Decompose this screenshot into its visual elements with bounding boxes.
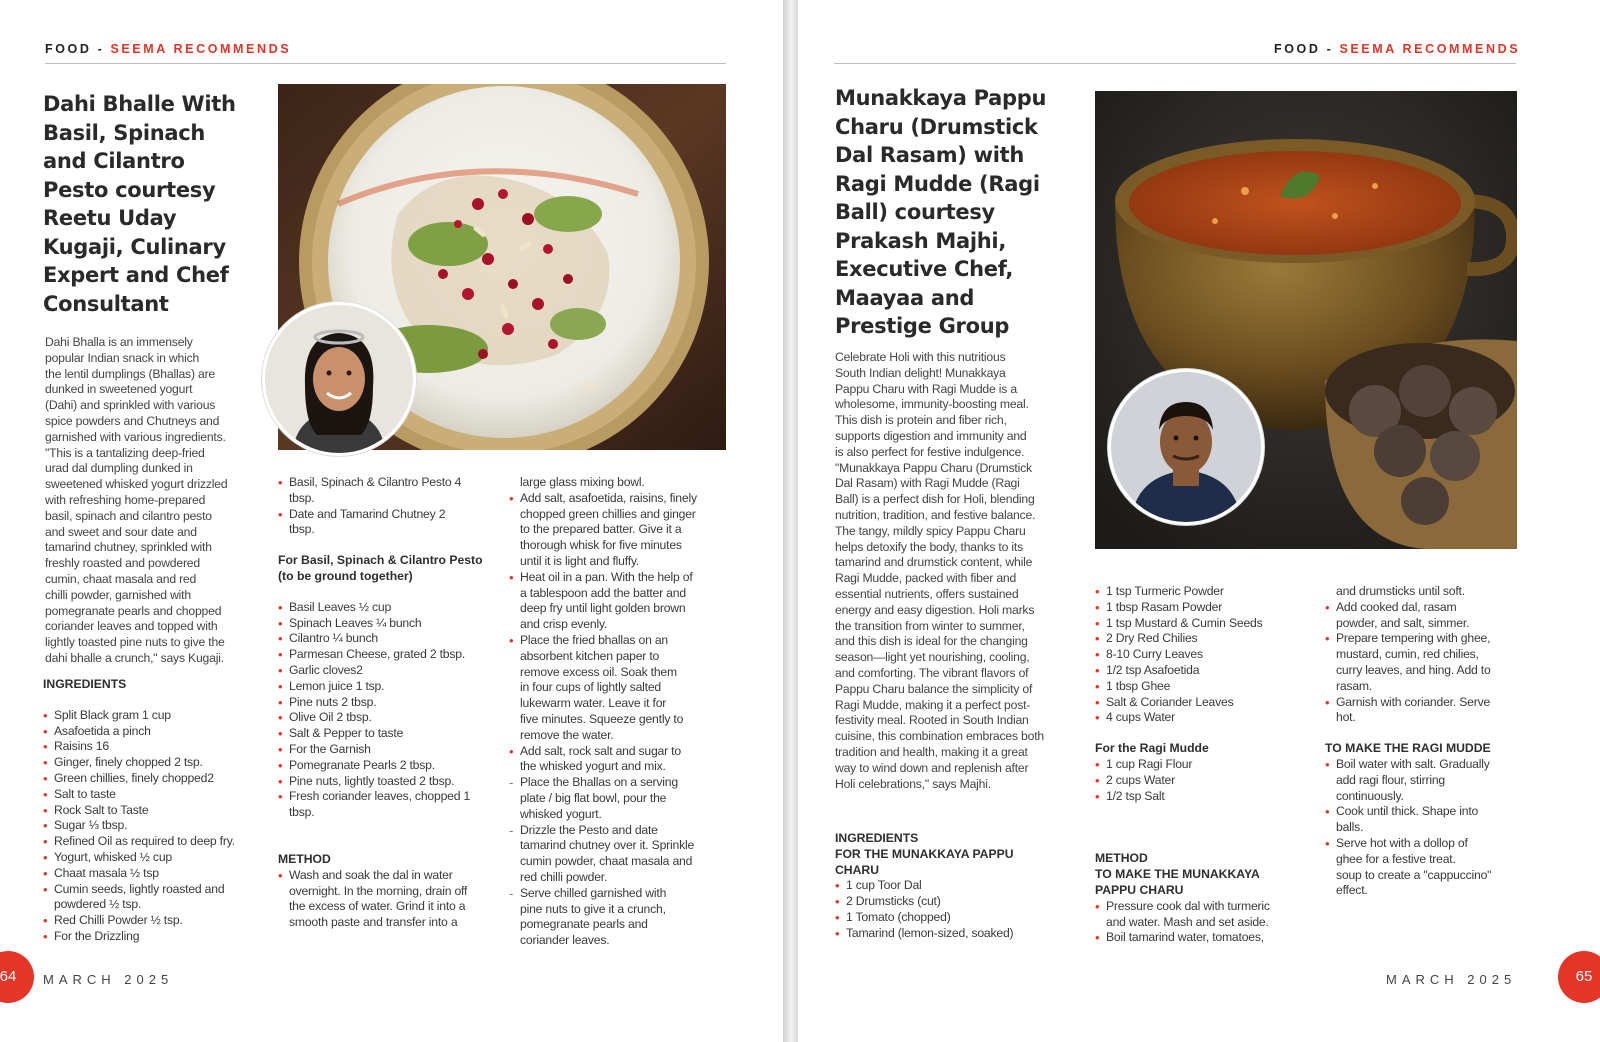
ingredient-item-line: • Basil, Spinach & Cilantro Pesto 4	[289, 475, 462, 489]
ingredient-item-line: • Salt & Coriander Leaves	[1106, 694, 1234, 709]
ingredient-item-line: tbsp.	[289, 490, 315, 505]
ingredient-item	[43, 771, 271, 787]
method-step-line: • Serve hot with a dollop of	[1336, 835, 1468, 850]
method-step-line: cumin powder, chaat masala and	[520, 854, 693, 869]
intro-line: (Dahi) and sprinkled with various	[45, 398, 216, 413]
header-rule	[45, 63, 726, 64]
method-step-line: deep fry until light golden brown	[520, 601, 686, 616]
ingredient-item	[43, 787, 271, 803]
method-step	[509, 775, 729, 822]
ingredient-item-line: • 1 tsp Mustard & Cumin Seeds	[1106, 615, 1263, 630]
ingredient-item-line: • 2 Dry Red Chilies	[1106, 631, 1198, 646]
intro-line: Pappu Charu balance the simplicity of	[835, 681, 1033, 696]
ingredient-item	[1095, 584, 1320, 600]
method-step-line: • Add salt, asafoetida, raisins, finely	[520, 490, 697, 505]
drizzling-list	[278, 475, 503, 538]
intro-line: and comforting. The vibrant flavors of	[835, 665, 1029, 680]
ingredient-item-line: • Spinach Leaves ¼ bunch	[289, 615, 422, 630]
ingredients-column	[43, 677, 271, 945]
ragi-method-list	[1325, 757, 1520, 899]
heading-line: For Basil, Spinach & Cilantro Pesto	[278, 553, 483, 568]
method-step	[1325, 695, 1520, 727]
prakash-majhi-portrait	[1108, 369, 1264, 525]
ingredient-item	[1095, 647, 1320, 663]
method-step	[1095, 930, 1320, 946]
method-step	[509, 823, 729, 886]
intro-line: basil, spinach and cilantro pesto	[45, 508, 212, 523]
ingredient-item-line: • Pine nuts, lightly toasted 2 tbsp.	[289, 773, 455, 788]
method-step-line: thorough whisk for five minutes	[520, 538, 682, 553]
method-step-line: the excess of water. Grind it into a	[289, 899, 466, 914]
method-step-line: continuously.	[1336, 788, 1404, 803]
ingredient-item	[278, 726, 503, 742]
method-step-line: chopped green chillies and ginger	[520, 506, 696, 521]
right-page	[798, 0, 1600, 1042]
intro-line: sweetened whisked yogurt drizzled	[45, 477, 228, 492]
heading-line: TO MAKE THE MUNAKKAYA	[1095, 867, 1260, 882]
ingredient-item	[278, 647, 503, 663]
recipe-intro	[835, 350, 1075, 792]
ingredient-item-line: • Fresh coriander leaves, chopped 1	[289, 789, 471, 804]
method-step-line: • Boil water with salt. Gradually	[1336, 756, 1490, 771]
method-step-line: - Serve chilled garnished with	[520, 885, 667, 900]
ingredient-item-line: • 8-10 Curry Leaves	[1106, 647, 1203, 662]
method-step-line: lukewarm water. Leave it for	[520, 696, 667, 711]
intro-line: Ragi Mudde, packed with fiber and	[835, 571, 1017, 586]
intro-line: essential nutrients, offers sustained	[835, 586, 1019, 601]
ingredient-item-line: • Olive Oil 2 tbsp.	[289, 710, 372, 725]
ingredient-item-line: • Ginger, finely chopped 2 tsp.	[54, 755, 203, 770]
intro-line: and sweet and sour date and	[45, 524, 197, 539]
ingredient-item	[1095, 616, 1320, 632]
method-step-line: add ragi flour, stirring	[1336, 772, 1446, 787]
method-step-line: a tablespoon add the batter and	[520, 585, 686, 600]
ingredient-item-line: • Salt & Pepper to taste	[289, 726, 404, 741]
ingredient-item	[43, 739, 271, 755]
intro-line: cumin, chaat masala and red	[45, 571, 197, 586]
title-line: Charu (Drumstick	[835, 114, 1038, 139]
ingredient-item-line: • Salt to taste	[54, 786, 116, 801]
method-column	[509, 475, 729, 949]
ingredient-item	[43, 866, 271, 882]
ragi-method-heading: TO MAKE THE RAGI MUDDE	[1325, 741, 1491, 756]
intro-line: the transition from winter to summer,	[835, 618, 1025, 633]
method-step-line: whisked yogurt.	[520, 806, 602, 821]
ingredient-item	[43, 929, 271, 945]
method-step-line: curry leaves, and hing. Add to	[1336, 662, 1491, 677]
method-step-line: coriander leaves.	[520, 933, 610, 948]
ingredient-item-line: • 2 Drumsticks (cut)	[846, 894, 941, 909]
method-step	[1325, 631, 1520, 694]
method-step-line: five minutes. Squeeze gently to	[520, 711, 684, 726]
intro-line: pomegranate pearls and chopped	[45, 603, 222, 618]
method-step-line: • Garnish with coriander. Serve	[1336, 694, 1491, 709]
ingredient-item	[43, 882, 271, 914]
ingredient-item	[278, 758, 503, 774]
ingredient-item	[278, 679, 503, 695]
ingredient-item-line: • Basil Leaves ½ cup	[289, 599, 392, 614]
recipe-title	[835, 84, 1085, 341]
method-step-line: • Prepare tempering with ghee,	[1336, 631, 1491, 646]
method-step-line: hot.	[1336, 710, 1356, 725]
ingredients-list	[835, 878, 1075, 941]
ingredients-heading: INGREDIENTS	[43, 677, 127, 691]
ingredient-item	[1095, 757, 1320, 773]
heading-line: CHARU	[835, 862, 880, 877]
ingredient-item-line: • Refined Oil as required to deep fry.	[54, 834, 235, 849]
header-dash: -	[1320, 42, 1340, 56]
intro-line: festivity meal. Rooted in South Indian	[835, 713, 1029, 728]
intro-line: The tangy, mildly spicy Pappu Charu	[835, 523, 1026, 538]
intro-line: energy and easy digestion. Holi marks	[835, 602, 1035, 617]
ingredient-item-line: • Parmesan Cheese, grated 2 tbsp.	[289, 647, 466, 662]
ingredient-item-line: • Raisins 16	[54, 739, 109, 754]
intro-line: dunked in sweetened yogurt	[45, 382, 193, 397]
ingredient-item-line: • 4 cups Water	[1106, 710, 1175, 725]
left-page-header	[45, 42, 291, 56]
ingredient-item-line: powdered ½ tsp.	[54, 897, 142, 912]
footer-issue: MARCH 2025	[43, 972, 174, 987]
method-step-line: plate / big flat bowl, pour the	[520, 790, 667, 805]
intro-line: is also perfect for festive indulgence.	[835, 444, 1025, 459]
method-step-line: overnight. In the morning, drain off	[289, 883, 468, 898]
intro-line: way to wind down and replenish after	[835, 760, 1029, 775]
intro-line: Holi celebrations," says Majhi.	[835, 776, 991, 791]
intro-line: coriander leaves and topped with	[45, 619, 218, 634]
ingredient-item	[835, 926, 1075, 942]
ingredient-item	[1095, 631, 1320, 647]
intro-line: popular Indian snack in which	[45, 350, 200, 365]
header-dash: -	[91, 42, 111, 56]
title-line: Maayaa and	[835, 285, 975, 310]
pesto-heading	[278, 553, 503, 585]
footer-issue: MARCH 2025	[1386, 972, 1517, 987]
chef-avatar-art	[265, 305, 413, 453]
ingredient-item	[278, 631, 503, 647]
method-step-line: until it is light and fluffy.	[520, 553, 640, 568]
method-step-line: • Boil tamarind water, tomatoes,	[1106, 930, 1264, 945]
method-step	[1325, 804, 1520, 836]
ingredient-item	[1095, 600, 1320, 616]
heading-line: METHOD	[1095, 851, 1148, 866]
recipe-intro	[45, 335, 260, 667]
method-step	[509, 886, 729, 949]
ingredient-item	[278, 616, 503, 632]
title-line: Expert and Chef	[43, 263, 229, 287]
method-step	[1325, 836, 1520, 899]
intro-line: Celebrate Holi with this nutritious	[835, 350, 1006, 364]
ingredient-item-line: • Garlic cloves2	[289, 662, 363, 677]
ingredient-item-line: • Pomegranate Pearls 2 tbsp.	[289, 757, 435, 772]
intro-line: the lentil dumplings (Bhallas) are	[45, 366, 216, 381]
ragi-list	[1095, 757, 1320, 804]
ingredient-item-line: • Yogurt, whisked ½ cup	[54, 849, 172, 864]
title-line: and Cilantro	[43, 149, 185, 173]
title-line: Ball) courtesy	[835, 200, 995, 224]
heading-line: INGREDIENTS	[835, 831, 919, 845]
ragi-heading: For the Ragi Mudde	[1095, 741, 1209, 756]
ingredients-heading	[835, 831, 1075, 878]
intro-line: Ragi Mudde, making it a perfect post-	[835, 697, 1031, 712]
title-line: Dahi Bhalle With	[43, 92, 236, 116]
method-step-line: and crisp evenly.	[520, 617, 608, 632]
ingredient-item-line: • 1 Tomato (chopped)	[846, 909, 951, 924]
pesto-list	[278, 600, 503, 821]
ingredient-item-line: • Cumin seeds, lightly roasted and	[54, 881, 225, 896]
header-rule	[834, 63, 1516, 64]
intro-line: helps detoxify the body, thanks to its	[835, 539, 1023, 554]
method-list-start	[1095, 899, 1320, 946]
intro-line: lightly toasted pine nuts to give the	[45, 635, 225, 650]
method-continued	[1325, 584, 1520, 600]
ingredient-item-line: • Date and Tamarind Chutney 2	[289, 506, 446, 521]
ingredient-item	[1095, 679, 1320, 695]
intro-line: and this dish is ideal for the changing	[835, 634, 1028, 649]
title-line: Ragi Mudde (Ragi	[835, 171, 1040, 196]
recipe-title	[43, 90, 273, 318]
ingredient-item	[278, 774, 503, 790]
spices-list	[1095, 584, 1320, 726]
ingredient-item	[278, 663, 503, 679]
pesto-column	[278, 475, 503, 931]
method-step-line: pomegranate pearls and	[520, 917, 648, 932]
header-section: FOOD	[45, 42, 92, 56]
page-number: 65	[1558, 951, 1600, 1003]
method-list	[509, 491, 729, 949]
method-list	[1325, 600, 1520, 726]
method-step	[1325, 757, 1520, 804]
title-line: Kugaji, Culinary	[43, 234, 226, 259]
intro-line: "Munakkaya Pappu Charu (Drumstick	[835, 460, 1032, 475]
ingredient-item	[43, 834, 271, 850]
method-step	[278, 868, 503, 931]
method-step-line: the whisked yogurt and mix.	[520, 759, 666, 774]
ingredient-item-line: • 1 tbsp Ghee	[1106, 678, 1171, 693]
header-subsection: SEEMA RECOMMENDS	[110, 42, 292, 56]
intro-line: Ball) is a perfect dish for Holi, blending	[835, 492, 1035, 507]
ingredient-item-line: • For the Garnish	[289, 741, 371, 756]
method-step-line: rasam.	[1336, 678, 1373, 693]
method-step	[1325, 600, 1520, 632]
method-step-line: - Drizzle the Pesto and date	[520, 822, 658, 837]
method-step-line: balls.	[1336, 820, 1364, 835]
intro-line: cuisine, this combination embraces both	[835, 729, 1044, 744]
ingredient-item-line: • Sugar ⅓ tbsp.	[54, 818, 128, 833]
method-step-line: • Place the fried bhallas on an	[520, 632, 669, 647]
intro-line: "This is a tantalizing deep-fried	[45, 445, 205, 460]
heading-line: FOR THE MUNAKKAYA PAPPU	[835, 846, 1014, 861]
ingredient-item-line: • Pine nuts 2 tbsp.	[289, 694, 377, 709]
ingredient-item	[43, 818, 271, 834]
ingredient-item	[1095, 663, 1320, 679]
method-step	[509, 744, 729, 776]
method-continued	[509, 475, 729, 491]
method-heading	[1095, 851, 1320, 898]
intro-line: South Indian delight! Munakkaya	[835, 365, 1006, 380]
right-page-header	[1274, 42, 1520, 56]
ingredient-item	[835, 910, 1075, 926]
method-list-start	[278, 868, 503, 931]
ingredient-item-line: • For the Drizzling	[54, 928, 140, 943]
method-step	[1095, 899, 1320, 931]
ingredient-item-line: • Green chillies, finely chopped2	[54, 770, 214, 785]
title-line: Executive Chef,	[835, 257, 1014, 281]
intro-line: with refreshing home-prepared	[45, 492, 206, 507]
intro-line: freshly roasted and powdered	[45, 556, 200, 571]
method-column	[1325, 584, 1520, 899]
method-step-line: • Pressure cook dal with turmeric	[1106, 898, 1270, 913]
heading-line: PAPPU CHARU	[1095, 882, 1184, 897]
intro-line: tradition and health, making it a great	[835, 744, 1028, 759]
method-step	[509, 491, 729, 570]
header-subsection: SEEMA RECOMMENDS	[1339, 42, 1521, 56]
spine-gutter	[783, 0, 798, 1042]
chef-avatar-art	[1111, 372, 1261, 522]
ingredient-item	[43, 724, 271, 740]
ingredient-item-line: • 1/2 tsp Salt	[1106, 788, 1165, 803]
method-step-line: to the prepared batter. Give it a	[520, 522, 682, 537]
ingredient-item	[43, 708, 271, 724]
intro-line: garnished with various ingredients.	[45, 429, 226, 444]
method-step-line: ghee for a festive treat.	[1336, 851, 1456, 866]
ingredient-item-line: • 1 cup Toor Dal	[846, 878, 922, 893]
ingredient-item	[1095, 695, 1320, 711]
ingredients-list	[43, 708, 271, 945]
method-step-line: • Add salt, rock salt and sugar to	[520, 743, 681, 758]
ingredient-item-line: • Cilantro ¼ bunch	[289, 631, 378, 646]
title-line: Basil, Spinach	[43, 120, 206, 145]
method-step-line: • Cook until thick. Shape into	[1336, 804, 1479, 819]
left-page	[0, 0, 783, 1042]
method-step-line: • Wash and soak the dal in water	[289, 867, 453, 882]
method-step-line: remove excess oil. Soak them	[520, 664, 677, 679]
ingredient-item	[278, 789, 503, 821]
intro-line: supports digestion and immunity and	[835, 428, 1027, 443]
ingredient-item-line: • Lemon juice 1 tsp.	[289, 678, 385, 693]
ingredient-item	[278, 742, 503, 758]
intro-line: This dish is protein and fiber rich,	[835, 413, 1007, 428]
ingredient-item	[43, 803, 271, 819]
method-step-line: in four cups of lightly salted	[520, 680, 662, 695]
method-step-line: remove the water.	[520, 727, 614, 742]
header-section: FOOD	[1274, 42, 1321, 56]
ingredient-item	[278, 475, 503, 507]
intro-line: nutrition, tradition, and festive balance.	[835, 507, 1036, 522]
method-step-line: • Heat oil in a pan. With the help of	[520, 569, 693, 584]
ingredient-item	[278, 507, 503, 539]
method-step-line: • Add cooked dal, rasam	[1336, 599, 1457, 614]
ingredient-item-line: • Red Chilli Powder ½ tsp.	[54, 913, 183, 928]
title-line: Prakash Majhi,	[835, 228, 1007, 253]
ingredient-item	[835, 878, 1075, 894]
ingredient-item	[43, 850, 271, 866]
method-step-line: and drumsticks until soft.	[1336, 584, 1465, 598]
title-line: Munakkaya Pappu	[835, 86, 1047, 110]
ingredient-item-line: • Asafoetida a pinch	[54, 723, 151, 738]
title-line: Pesto courtesy	[43, 177, 216, 202]
ingredient-item-line: • 1/2 tsp Asafoetida	[1106, 662, 1200, 677]
intro-line: tamarind chutney, sprinkled with	[45, 540, 212, 555]
ingredient-item-line: • Chaat masala ½ tsp	[54, 865, 159, 880]
ingredient-item-line: • Rock Salt to Taste	[54, 802, 149, 817]
method-step-line: red chilli powder.	[520, 869, 608, 884]
method-step-line: pine nuts to give it a crunch,	[520, 901, 666, 916]
ingredient-item	[1095, 789, 1320, 805]
intro-line: tamarind and drumstick content, while	[835, 555, 1033, 570]
spices-column	[1095, 584, 1320, 946]
method-step	[509, 633, 729, 744]
method-step-line: absorbent kitchen paper to	[520, 648, 660, 663]
ingredient-item	[43, 913, 271, 929]
ingredient-item	[278, 695, 503, 711]
ingredient-item-line: tbsp.	[289, 522, 315, 537]
title-line: Consultant	[43, 291, 169, 316]
intro-line: chilli powder, garnished with	[45, 587, 191, 602]
ingredient-item-line: • Tamarind (lemon-sized, soaked)	[846, 925, 1014, 940]
ingredient-item	[278, 710, 503, 726]
method-step-line: smooth paste and transfer into a	[289, 915, 458, 930]
intro-line: dahi bhalle a crunch," says Kugaji.	[45, 650, 224, 665]
intro-line: spice powders and Chutneys and	[45, 413, 220, 428]
ingredient-item-line: • 2 cups Water	[1106, 772, 1175, 787]
ingredients-column	[835, 831, 1075, 942]
ingredient-item	[835, 894, 1075, 910]
method-step-line: - Place the Bhallas on a serving	[520, 775, 678, 790]
method-step-line: powder, and salt, simmer.	[1336, 615, 1470, 630]
ingredient-item	[43, 755, 271, 771]
heading-line: (to be ground together)	[278, 568, 413, 583]
ingredient-item-line: tbsp.	[289, 805, 315, 820]
method-step	[509, 570, 729, 633]
method-step-line: effect.	[1336, 883, 1368, 898]
intro-line: wholesome, immunity-boosting meal.	[835, 397, 1029, 412]
ingredient-item-line: • 1 tbsp Rasam Powder	[1106, 599, 1223, 614]
title-line: Prestige Group	[835, 314, 1010, 338]
method-step-line: and water. Mash and set aside.	[1106, 914, 1269, 929]
ingredient-item	[1095, 773, 1320, 789]
ingredient-item-line: • 1 cup Ragi Flour	[1106, 756, 1193, 771]
intro-line: Pappu Charu with Ragi Mudde is a	[835, 381, 1017, 396]
method-step-line: mustard, cumin, red chilies,	[1336, 647, 1479, 662]
ingredient-item-line: • 1 tsp Turmeric Powder	[1106, 584, 1224, 598]
title-line: Reetu Uday	[43, 206, 177, 230]
intro-line: urad dal dumpling dunked in	[45, 461, 193, 476]
method-step-line: tamarind chutney over it. Sprinkle	[520, 838, 695, 853]
intro-line: Dal Rasam) with Ragi Mudde (Ragi	[835, 476, 1020, 491]
reetu-uday-kugaji-portrait	[262, 302, 416, 456]
ingredient-item	[278, 600, 503, 616]
ingredient-item-line: • Split Black gram 1 cup	[54, 707, 171, 722]
page-number: 64	[0, 951, 34, 1003]
method-step-line: large glass mixing bowl.	[520, 475, 645, 489]
title-line: Dal Rasam) with	[835, 143, 1025, 167]
intro-line: Dahi Bhalla is an immensely	[45, 335, 193, 349]
ingredient-item	[1095, 710, 1320, 726]
method-heading: METHOD	[278, 851, 331, 866]
intro-line: season—light yet nourishing, cooling,	[835, 650, 1030, 665]
method-step-line: soup to create a "cappuccino"	[1336, 867, 1492, 882]
